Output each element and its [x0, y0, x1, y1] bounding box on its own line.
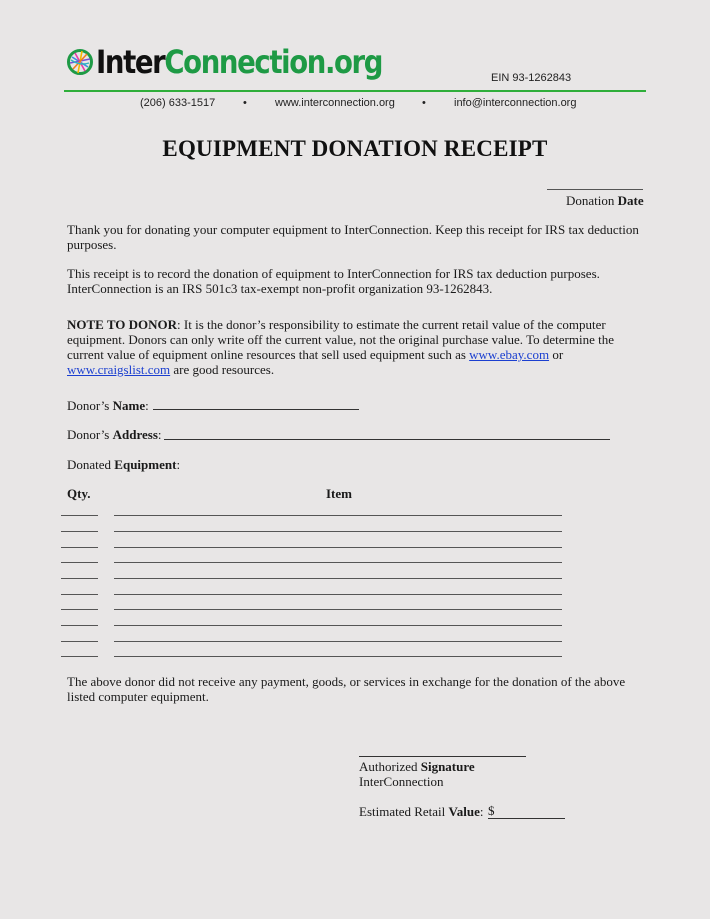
label-bold: Value — [448, 804, 480, 819]
note-to-donor-paragraph — [67, 317, 627, 377]
globe-icon — [66, 48, 94, 76]
item-field[interactable] — [114, 641, 562, 642]
label-colon: : — [176, 457, 181, 472]
qty-field[interactable] — [61, 594, 98, 595]
estimated-value-field[interactable] — [488, 804, 565, 819]
contact-phone: (206) 633-1517 — [140, 97, 216, 109]
label-bold: Name — [112, 398, 146, 413]
label-text: Donor’s — [67, 427, 113, 442]
item-field[interactable] — [114, 547, 562, 548]
signature-org: InterConnection — [359, 774, 444, 789]
craigslist-link[interactable]: www.craigslist.com — [67, 362, 171, 377]
logo-wordmark — [96, 42, 382, 82]
logo — [66, 42, 429, 82]
label-text: Donation — [566, 193, 618, 208]
donated-equipment-label — [67, 457, 180, 473]
qty-field[interactable] — [61, 531, 98, 532]
note-end: are good resources. — [170, 362, 275, 377]
item-field[interactable] — [114, 515, 562, 516]
qty-field[interactable] — [61, 578, 98, 579]
label-colon: : — [145, 398, 149, 413]
label-colon: : — [479, 804, 484, 819]
logo-part-inter: Inter — [96, 43, 165, 81]
contact-website[interactable]: www.interconnection.org — [275, 97, 395, 109]
label-bold: Equipment — [114, 457, 177, 472]
disclaimer-paragraph: The above donor did not receive any payment, goods, or services in exchange for the donation of the above listed computer equipment. — [67, 674, 626, 704]
contact-separator: • — [243, 97, 247, 109]
currency-symbol: $ — [488, 803, 495, 818]
column-header-item: Item — [326, 486, 352, 501]
qty-field[interactable] — [61, 609, 98, 610]
item-field[interactable] — [114, 562, 562, 563]
donor-name-label — [67, 398, 149, 414]
ein-number: EIN 93-1262843 — [491, 72, 572, 84]
item-field[interactable] — [114, 578, 562, 579]
label-text: Donor’s — [67, 398, 113, 413]
qty-field[interactable] — [61, 641, 98, 642]
donation-date-label — [566, 193, 644, 209]
note-text: : It is the donor’s responsibility to estimate the current retail value of the computer equipment. Donors can only write off the current value, not the original purchase value. To determine the current value of equipment online resources that sell used equipment such as — [67, 317, 614, 362]
label-bold: Signature — [420, 759, 475, 774]
item-field[interactable] — [114, 625, 562, 626]
label-bold: Address — [112, 427, 158, 442]
label-bold: Date — [617, 193, 644, 208]
contact-separator: • — [422, 97, 426, 109]
estimated-value-label — [359, 804, 483, 819]
donor-address-label — [67, 427, 162, 443]
donation-date-field[interactable] — [547, 189, 643, 190]
page-title: EQUIPMENT DONATION RECEIPT — [162, 136, 548, 161]
signature-field[interactable] — [359, 756, 526, 757]
logo-part-connection: Connection.org — [164, 43, 383, 81]
item-field[interactable] — [114, 531, 562, 532]
record-paragraph — [67, 266, 652, 296]
column-header-qty: Qty. — [67, 486, 91, 501]
label-text: Authorized — [359, 759, 421, 774]
item-field[interactable] — [114, 594, 562, 595]
qty-field[interactable] — [61, 562, 98, 563]
qty-field[interactable] — [61, 515, 98, 516]
donor-name-field[interactable] — [153, 409, 359, 410]
ebay-link[interactable]: www.ebay.com — [469, 347, 550, 362]
signature-label — [359, 759, 475, 774]
item-field[interactable] — [114, 656, 562, 657]
record-line-1: This receipt is to record the donation of equipment to InterConnection for IRS tax deduction purposes. — [67, 266, 600, 281]
qty-field[interactable] — [61, 547, 98, 548]
qty-field[interactable] — [61, 625, 98, 626]
item-field[interactable] — [114, 609, 562, 610]
note-or: or — [549, 347, 564, 362]
qty-field[interactable] — [61, 656, 98, 657]
note-label: NOTE TO DONOR — [67, 317, 178, 332]
label-colon: : — [157, 427, 162, 442]
thank-you-paragraph: Thank you for donating your computer equipment to InterConnection. Keep this receipt for IRS tax deduction purposes. — [67, 222, 639, 252]
label-text: Estimated Retail — [359, 804, 449, 819]
record-line-2: InterConnection is an IRS 501c3 tax-exempt non-profit organization 93-1262843. — [67, 281, 493, 296]
contact-email[interactable]: info@interconnection.org — [454, 97, 577, 109]
donor-address-field[interactable] — [164, 439, 610, 440]
label-text: Donated — [67, 457, 115, 472]
header-divider — [64, 90, 646, 92]
